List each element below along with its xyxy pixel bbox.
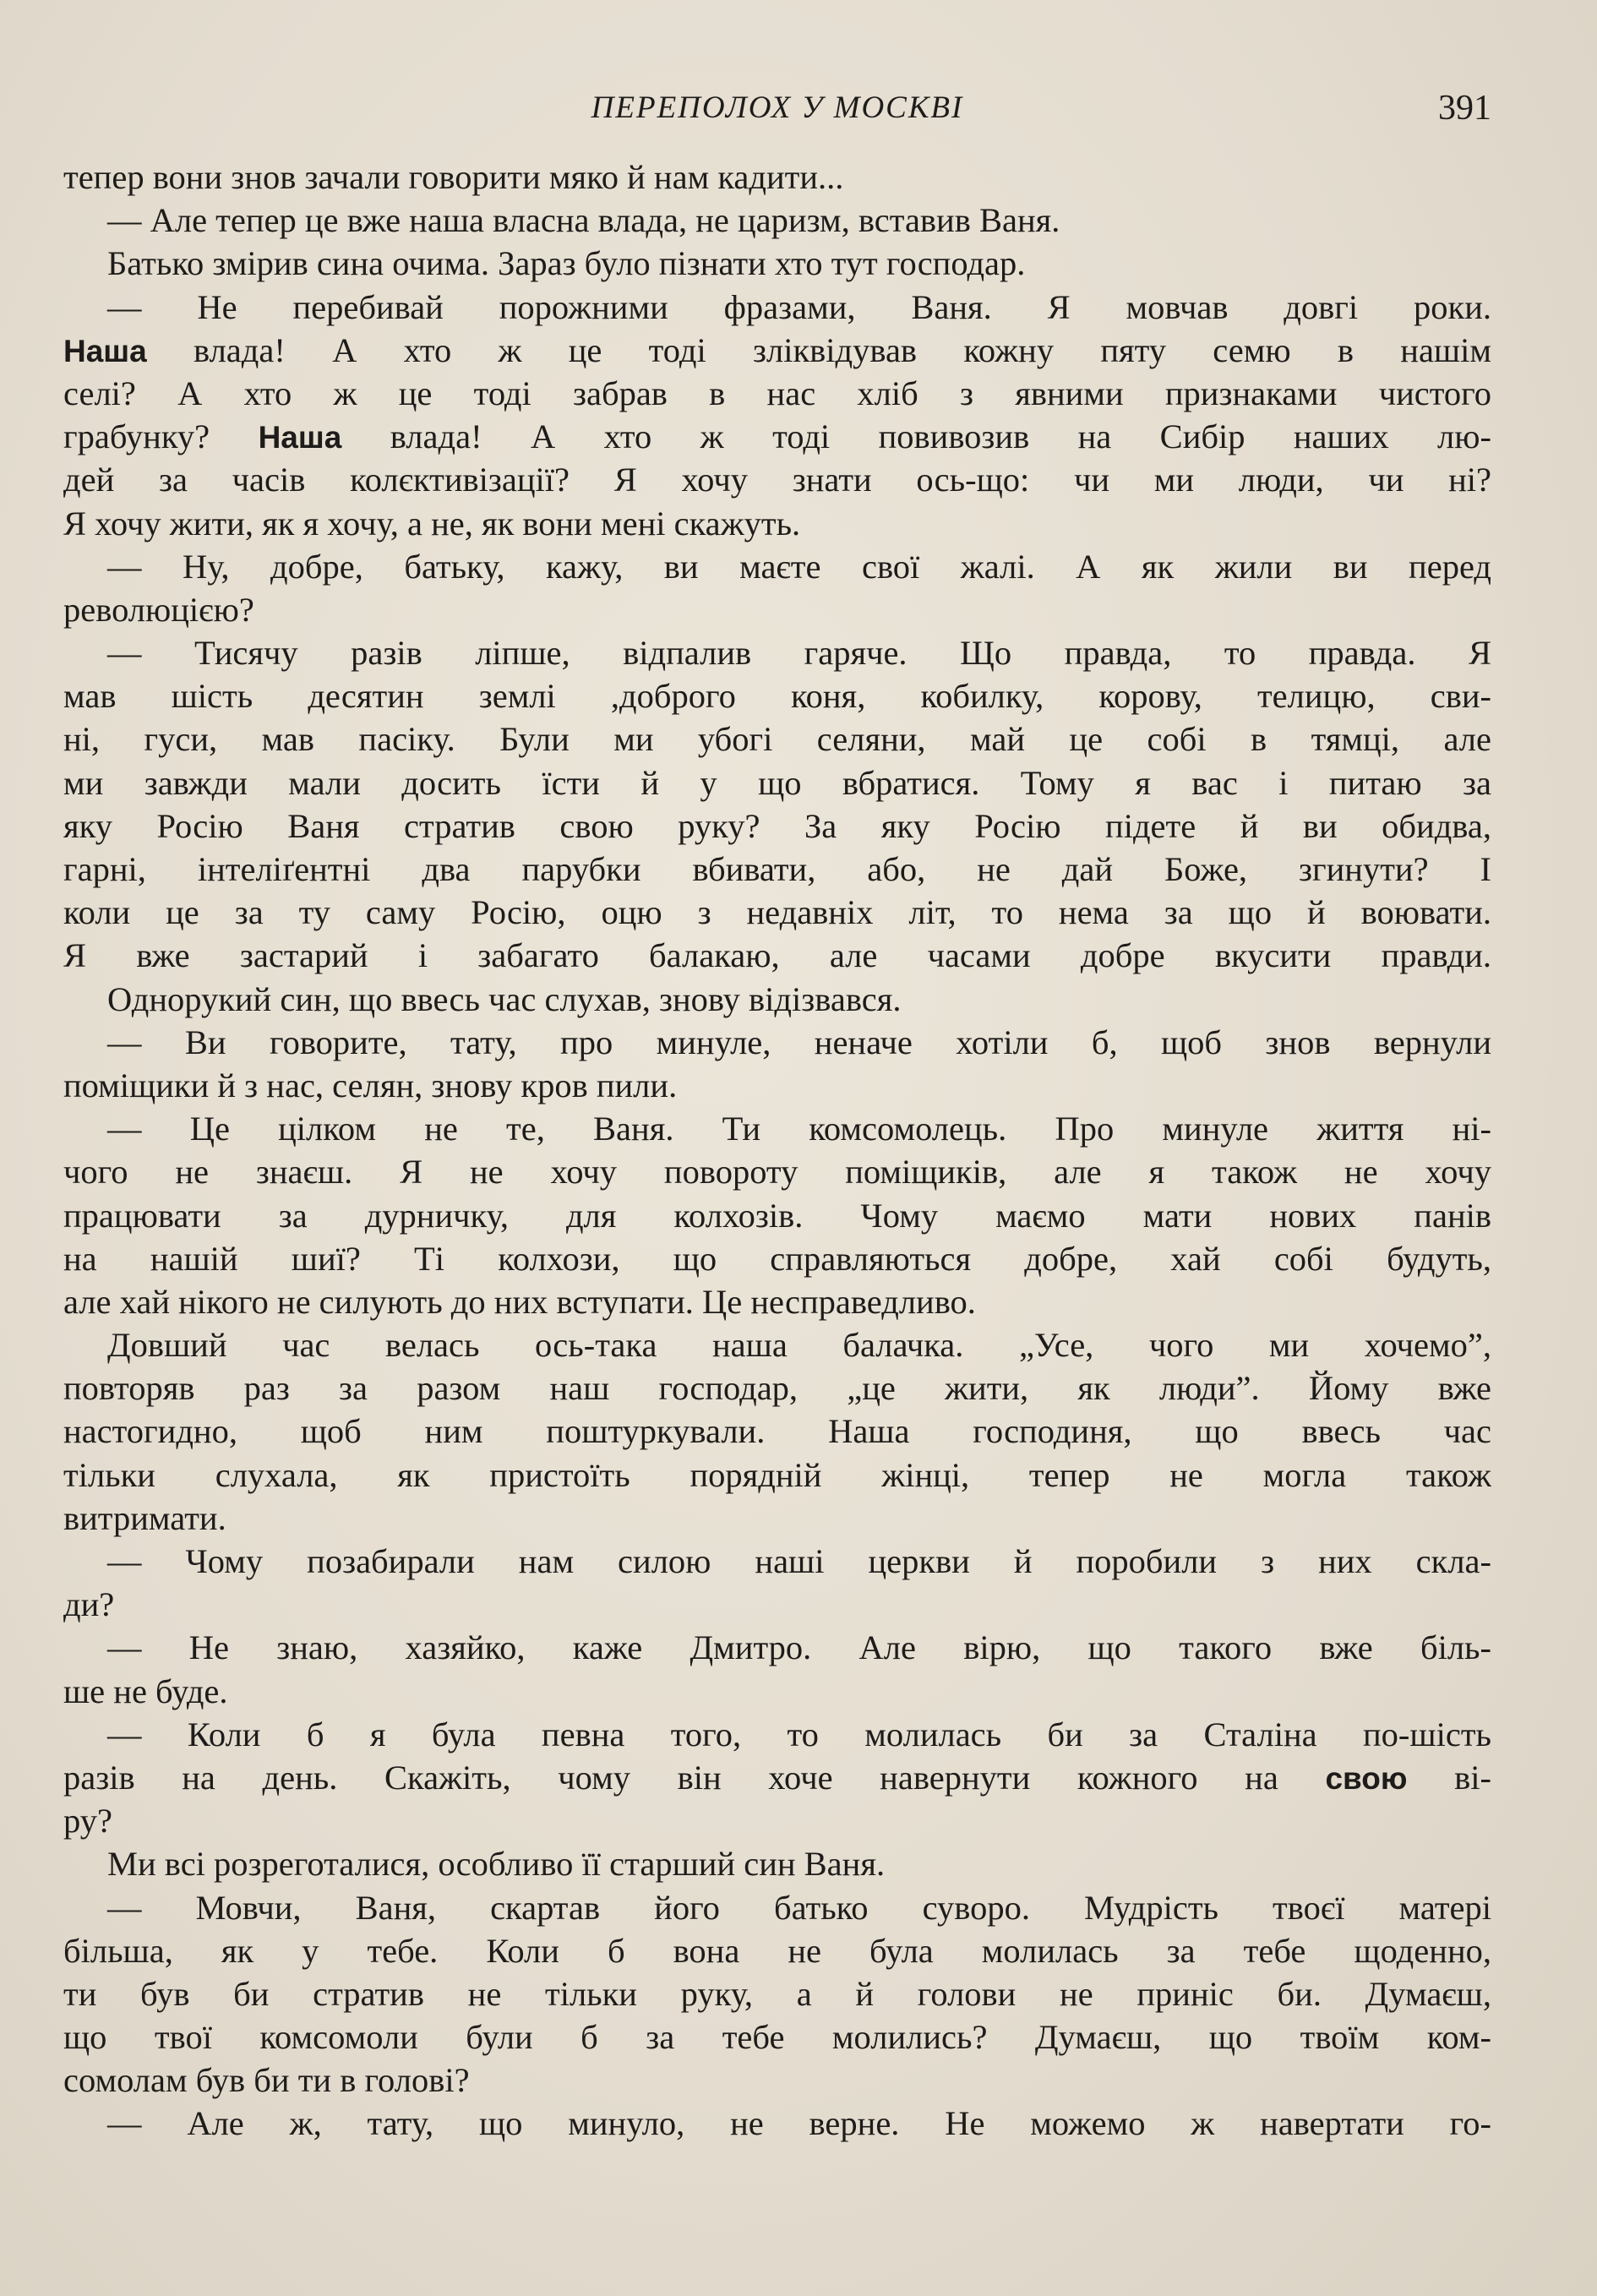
line-text: що твої комсомоли були б за тебе молились? Думаєш, що твоїм ком- [63,2018,1491,2057]
text-line [63,717,1491,761]
line-text: чого не знаєш. Я не хочу повороту поміщиків, але я також не хочу [63,1153,1491,1192]
text-line [63,1756,1491,1799]
emphasized-word: свою [1325,1760,1408,1796]
line-text: ві- [1407,1758,1491,1797]
text-line [63,155,1491,199]
line-text: — Тисячу разів ліпше, відпалив гаряче. Що правда, то правда. Я [107,634,1491,673]
line-text: Я вже застарий і забагато балакаю, але часами добре вкусити правди. [63,936,1491,975]
text-line [63,1583,1491,1626]
text-line [63,1497,1491,1540]
page-header [63,83,1491,134]
text-line [63,199,1491,242]
text-line [63,545,1491,588]
text-line [63,1323,1491,1366]
line-text: — Не перебивай порожними фразами, Ваня. Я мовчав довгі роки. [107,287,1491,326]
line-text: мав шість десятин землі ,доброго коня, кобилку, корову, телицю, сви- [63,677,1491,716]
text-line [63,2015,1491,2059]
line-text: Батько змірив сина очима. Зараз було пізнати хто тут господар. [107,244,1026,283]
line-text: — Не знаю, хазяйко, каже Дмитро. Але вірю, що такого вже біль- [107,1628,1491,1667]
text-line [63,1064,1491,1107]
body-text [63,155,1491,2146]
line-text: — Коли б я була певна того, то молилась би за Сталіна по-шість [107,1715,1491,1753]
text-line [63,1021,1491,1064]
line-text: тільки слухала, як пристоїть порядній жінці, тепер не могла також [63,1455,1491,1494]
line-text: влада! А хто ж це тоді зліквідував кожну пяту семю в нашім [146,330,1491,369]
emphasized-word: Наша [258,420,342,455]
line-text: — Але ж, тату, що минуло, не верне. Не можемо ж навертати го- [107,2104,1491,2143]
text-line [63,1713,1491,1756]
text-line [63,1410,1491,1453]
line-text: — Чому позабирали нам силою наші церкви й поробили з них скла- [107,1542,1491,1580]
text-line [63,1626,1491,1669]
text-line [63,848,1491,891]
line-text: настогидно, щоб ним поштуркували. Наша господиня, що ввесь час [63,1412,1491,1451]
line-text: — Ви говорите, тату, про минуле, неначе хотіли б, щоб знов вернули [107,1023,1491,1061]
text-line [63,891,1491,934]
text-line [63,242,1491,285]
text-line [63,1237,1491,1280]
text-line [63,502,1491,545]
line-text: селі? А хто ж це тоді забрав в нас хліб з явними признаками чистого [63,374,1491,412]
running-title: ПЕРЕПОЛОХ У МОСКВІ [591,90,964,125]
line-text: дей за часів колєктивізації? Я хочу знати ось-що: чи ми люди, чи ні? [63,461,1491,499]
text-line [63,631,1491,674]
line-text: Довший час велась ось-така наша балачка. „Усе, чого ми хочемо”, [107,1326,1491,1365]
line-text: Я хочу жити, як я хочу, а не, як вони мені скажуть. [63,504,801,543]
line-text-pre: грабунку? [63,417,259,456]
text-line [63,458,1491,501]
line-text: — Це цілком не те, Ваня. Ти комсомолець. Про минуле життя ні- [107,1110,1491,1148]
line-text: ди? [63,1585,115,1624]
line-text: яку Росію Ваня стратив свою руку? За яку Росію підете й ви обидва, [63,806,1491,845]
text-line [63,674,1491,717]
text-line [63,1972,1491,2015]
line-text: поміщики й з нас, селян, знову кров пили. [63,1066,678,1104]
line-text: — Ну, добре, батьку, кажу, ви маєте свої жалі. А як жили ви перед [107,547,1491,586]
line-text: повторяв раз за разом наш господар, „це жити, як люди”. Йому вже [63,1369,1491,1408]
text-line [63,1799,1491,1842]
text-line [63,1929,1491,1972]
line-text: Однорукий син, що ввесь час слухав, знову відізвався. [107,979,902,1018]
line-text: ше не буде. [63,1672,228,1710]
line-text: більша, як у тебе. Коли б вона не була молилась за тебе щоденно, [63,1931,1491,1970]
text-line [63,761,1491,804]
line-text: але хай нікого не силують до них вступати. Це несправедливо. [63,1282,976,1321]
text-line [63,2059,1491,2102]
line-text: влада! А хто ж тоді повивозив на Сибір наших лю- [341,417,1491,456]
emphasized-word: Наша [63,333,147,368]
line-text: витримати. [63,1498,226,1537]
line-text: коли це за ту саму Росію, оцю з недавніх літ, то нема за що й воювати. [63,893,1491,932]
text-line [63,1842,1491,1885]
text-line [63,415,1491,458]
text-line [63,978,1491,1021]
line-text: гарні, інтеліґентні два парубки вбивати, або, не дай Боже, згинути? І [63,850,1491,888]
line-text: сомолам був би ти в голові? [63,2061,470,2100]
line-text: тепер вони знов зачали говорити мяко й нам кадити... [63,158,844,196]
text-line [63,1453,1491,1497]
text-line [63,372,1491,415]
text-line [63,329,1491,372]
text-line [63,1107,1491,1150]
text-line [63,934,1491,977]
line-text: ми завжди мали досить їсти й у що вбратися. Тому я вас і питаю за [63,763,1491,802]
line-text: ру? [63,1802,112,1841]
text-line [63,1670,1491,1713]
text-line [63,2102,1491,2145]
line-text: ти був би стратив не тільки руку, а й голови не приніс би. Думаєш, [63,1974,1491,2013]
text-line [63,1366,1491,1410]
line-text: революцією? [63,590,254,629]
line-text: — Мовчи, Ваня, скартав його батько суворо. Мудрість твоєї матері [107,1888,1491,1927]
page-number: 391 [1438,89,1491,128]
text-line [63,1886,1491,1929]
line-text: ні, гуси, мав пасіку. Були ми убогі селяни, май це собі в тямці, але [63,720,1491,759]
text-line [63,804,1491,848]
line-text-pre: разів на день. Скажіть, чому він хоче навернути кожного на [63,1758,1326,1797]
line-text: на нашій шиї? Ті колхози, що справляються добре, хай собі будуть, [63,1239,1491,1278]
text-line [63,588,1491,631]
text-line [63,286,1491,329]
text-line [63,1540,1491,1583]
text-line [63,1150,1491,1193]
line-text: працювати за дурничку, для колхозів. Чому маємо мати нових панів [63,1196,1491,1235]
text-line [63,1194,1491,1237]
text-line [63,1280,1491,1323]
line-text: — Але тепер це вже наша власна влада, не царизм, вставив Ваня. [107,201,1060,240]
line-text: Ми всі розреготалися, особливо її старший син Ваня. [107,1845,886,1884]
